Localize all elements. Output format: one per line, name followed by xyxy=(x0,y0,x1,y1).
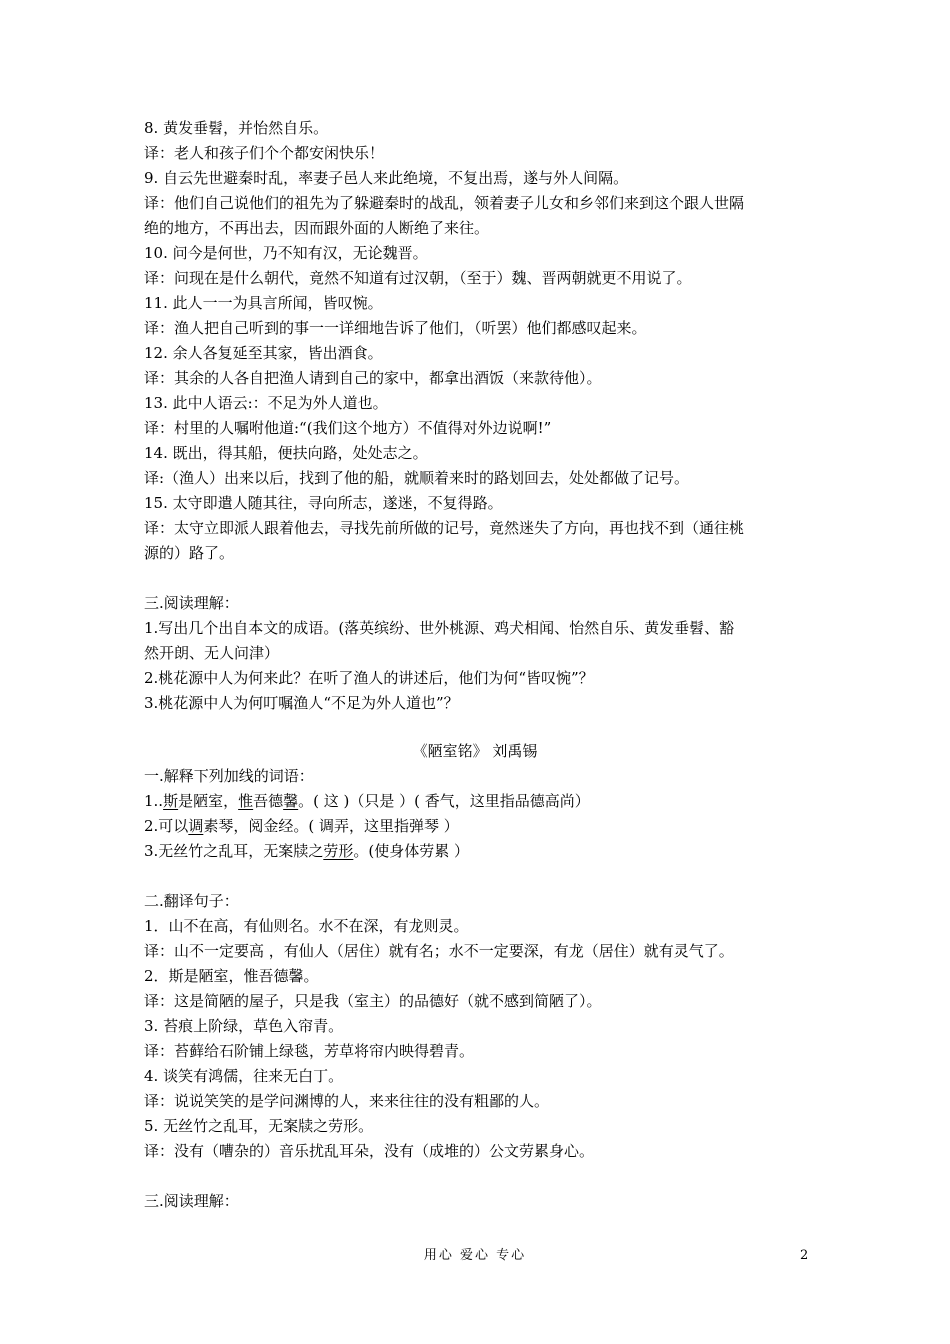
source-sentence-10: 10. 问今是何世，乃不知有汉，无论魏晋。 xyxy=(144,244,428,262)
vocab-text: 吾德 xyxy=(253,792,284,810)
essay-translation-3: 译：苔藓给石阶铺上绿毯，芳草将帘内映得碧青。 xyxy=(144,1042,475,1060)
underlined-word: 斯 xyxy=(163,792,179,810)
essay-sentence-4: 4. 谈笑有鸿儒，往来无白丁。 xyxy=(144,1067,344,1085)
essay-reading-section-title: 三.阅读理解： xyxy=(144,1192,239,1210)
vocab-question-2 xyxy=(144,814,459,838)
translation-10: 译：问现在是什么朝代，竟然不知道有过汉朝，（至于）魏、晋两朝就更不用说了。 xyxy=(144,269,692,287)
translation-15-cont: 源的）路了。 xyxy=(144,544,235,562)
source-sentence-12: 12. 余人各复延至其家，皆出酒食。 xyxy=(144,344,383,362)
source-sentence-11: 11. 此人一一为具言所闻，皆叹惋。 xyxy=(144,294,383,312)
vocab-text: 1.. xyxy=(144,792,164,810)
vocab-text: 2.可以 xyxy=(144,817,189,835)
translation-14: 译:（渔人）出来以后，找到了他的船，就顺着来时的路划回去，处处都做了记号。 xyxy=(144,469,690,487)
underlined-word: 馨 xyxy=(283,792,299,810)
vocab-text: 是陋室， xyxy=(178,792,239,810)
essay-title: 《陋室铭》 刘禹锡 xyxy=(412,742,538,760)
underlined-word: 惟 xyxy=(238,792,254,810)
reading-question-1: 1.写出几个出自本文的成语。(落英缤纷、世外桃源、鸡犬相闻、怡然自乐、黄发垂髫、豁 xyxy=(144,619,735,637)
essay-sentence-1: 1．山不在高，有仙则名。水不在深，有龙则灵。 xyxy=(144,917,469,935)
vocab-question-1 xyxy=(144,789,590,813)
translation-15: 译：太守立即派人跟着他去，寻找先前所做的记号，竟然迷失了方向，再也找不到（通往桃 xyxy=(144,519,745,537)
translation-13: 译：村里的人嘱咐他道:“(我们这个地方）不值得对外边说啊!” xyxy=(144,419,552,437)
vocab-text: 。(使身体劳累 ） xyxy=(353,842,469,860)
underlined-word: 调 xyxy=(188,817,204,835)
vocab-text: 3.无丝竹之乱耳，无案牍之 xyxy=(144,842,324,860)
source-sentence-14: 14. 既出，得其船，便扶向路，处处志之。 xyxy=(144,444,428,462)
essay-translation-5: 译：没有（嘈杂的）音乐扰乱耳朵，没有（成堆的）公文劳累身心。 xyxy=(144,1142,595,1160)
essay-translation-1: 译：山不一定要高 ，有仙人（居住）就有名；水不一定要深，有龙（居住）就有灵气了。 xyxy=(144,942,734,960)
reading-section-title: 三.阅读理解： xyxy=(144,594,239,612)
translation-8: 译：老人和孩子们个个都安闲快乐！ xyxy=(144,144,385,162)
reading-question-2: 2.桃花源中人为何来此？在听了渔人的讲述后，他们为何“皆叹惋”？ xyxy=(144,669,594,687)
translate-section-title: 二.翻译句子： xyxy=(144,892,239,910)
source-sentence-15: 15. 太守即遣人随其往，寻向所志，遂迷，不复得路。 xyxy=(144,494,503,512)
vocab-text: 。( 这 )（只是 ）( 香气，这里指品德高尚） xyxy=(298,792,590,810)
essay-sentence-5: 5. 无丝竹之乱耳，无案牍之劳形。 xyxy=(144,1117,374,1135)
page-number: 2 xyxy=(800,1248,809,1263)
essay-sentence-3: 3. 苔痕上阶绿，草色入帘青。 xyxy=(144,1017,344,1035)
reading-question-1-cont: 然开朗、无人问津） xyxy=(144,644,280,662)
reading-question-3: 3.桃花源中人为何叮嘱渔人“不足为外人道也”？ xyxy=(144,694,459,712)
underlined-word: 劳形 xyxy=(323,842,354,860)
essay-translation-4: 译：说说笑笑的是学问渊博的人，来来往往的没有粗鄙的人。 xyxy=(144,1092,550,1110)
source-sentence-9: 9. 自云先世避秦时乱，率妻子邑人来此绝境，不复出焉，遂与外人间隔。 xyxy=(144,169,629,187)
translation-9-cont: 绝的地方，不再出去，因而跟外面的人断绝了来往。 xyxy=(144,219,490,237)
translation-12: 译：其余的人各自把渔人请到自己的家中，都拿出酒饭（来款待他）。 xyxy=(144,369,602,387)
vocab-question-3 xyxy=(144,839,469,863)
essay-translation-2: 译：这是简陋的屋子，只是我（室主）的品德好（就不感到简陋了）。 xyxy=(144,992,602,1010)
essay-sentence-2: 2．斯是陋室，惟吾德馨。 xyxy=(144,967,319,985)
translation-9: 译：他们自己说他们的祖先为了躲避秦时的战乱，领着妻子儿女和乡邻们来到这个跟人世隔 xyxy=(144,194,745,212)
vocab-section-title: 一.解释下列加线的词语： xyxy=(144,767,314,785)
vocab-text: 素琴，阅金经。( 调弄，这里指弹琴 ） xyxy=(203,817,459,835)
translation-11: 译：渔人把自己听到的事一一详细地告诉了他们，（听罢）他们都感叹起来。 xyxy=(144,319,647,337)
source-sentence-13: 13. 此中人语云:：不足为外人道也。 xyxy=(144,394,388,412)
source-sentence-8: 8. 黄发垂髫，并怡然自乐。 xyxy=(144,119,329,137)
footer-motto: 用心 爱心 专心 xyxy=(423,1248,527,1263)
